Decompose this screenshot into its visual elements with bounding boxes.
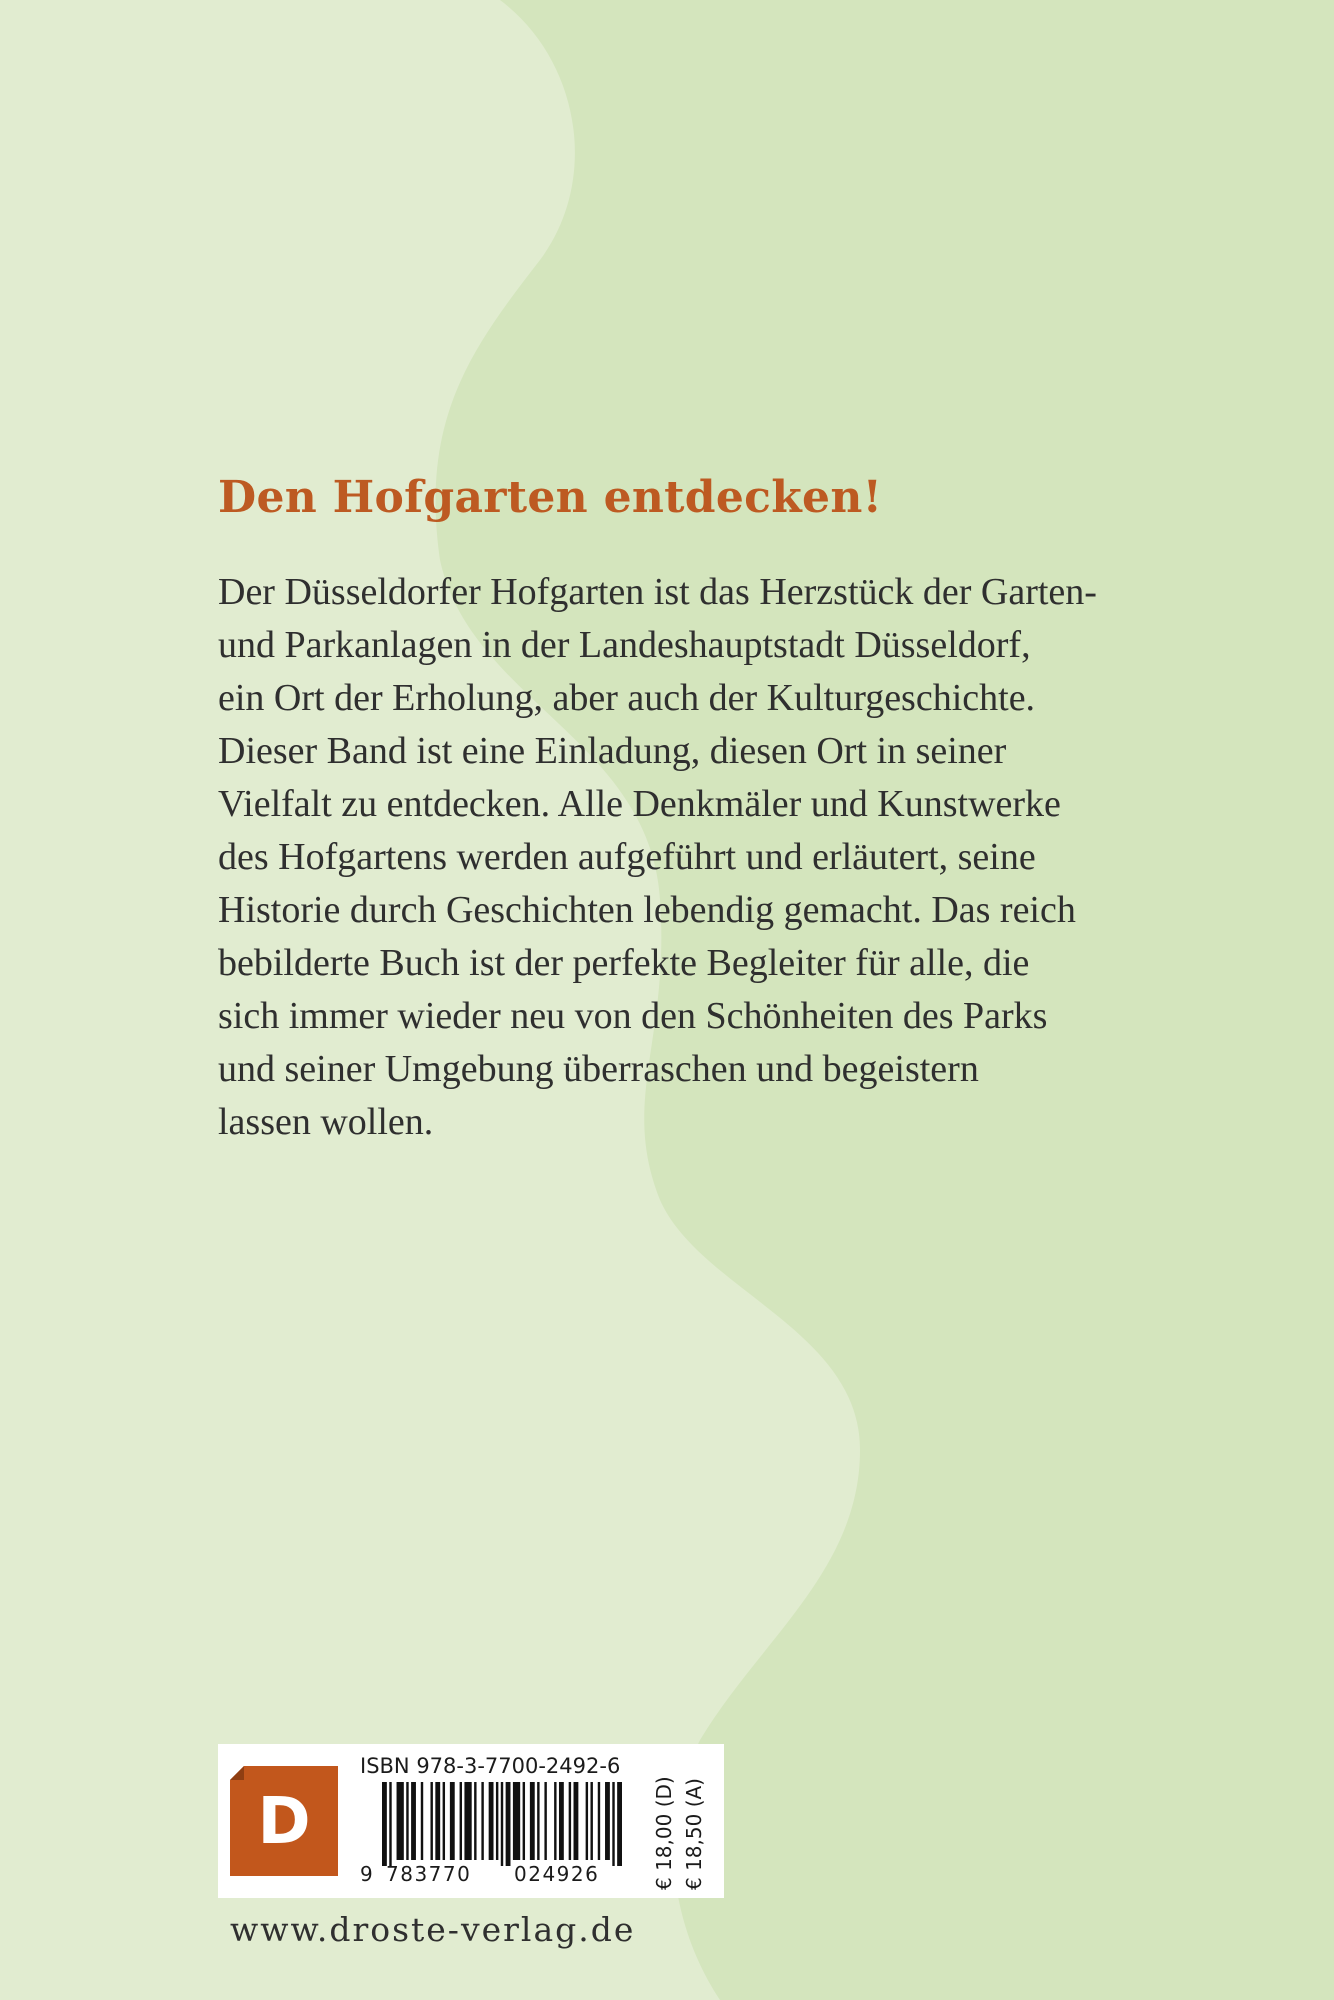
barcode-bar xyxy=(586,1782,588,1860)
barcode-bar xyxy=(430,1782,432,1860)
barcode-bar xyxy=(474,1782,476,1860)
barcode-bar xyxy=(435,1782,440,1860)
droste-d-logo-icon xyxy=(230,1766,338,1876)
blurb-line: lassen wollen. xyxy=(218,1101,434,1143)
blurb-line: sich immer wieder neu von den Schönheiten des Parks xyxy=(218,995,1048,1037)
blurb-line: Der Düsseldorfer Hofgarten ist das Herzstück der Garten- xyxy=(218,571,1097,613)
barcode-bar xyxy=(460,1782,462,1860)
barcode-bar xyxy=(612,1782,614,1866)
barcode-bar xyxy=(513,1782,520,1860)
back-cover-text xyxy=(218,460,1138,1149)
blurb-line: und Parkanlagen in der Landeshauptstadt Düsseldorf, xyxy=(218,624,1031,666)
blurb-line: Vielfalt zu entdecken. Alle Denkmäler und Kunstwerke xyxy=(218,783,1061,825)
barcode-bar xyxy=(544,1782,546,1860)
barcode-bar xyxy=(443,1782,445,1860)
barcode-bar xyxy=(559,1782,564,1860)
ean-right-digits: 024926 xyxy=(514,1862,600,1886)
blurb xyxy=(218,566,1138,1149)
heading: Den Hofgarten entdecken! xyxy=(218,472,883,523)
barcode-bar xyxy=(598,1782,600,1860)
barcode-bar xyxy=(554,1782,556,1860)
barcode-bar xyxy=(397,1782,404,1860)
barcode-bar xyxy=(481,1782,483,1860)
barcode-bar xyxy=(421,1782,423,1860)
price-austria: € 18,50 (A) xyxy=(682,1778,706,1890)
logo-letter: D xyxy=(257,1785,311,1859)
barcode-bar xyxy=(489,1782,494,1860)
ean-barcode xyxy=(382,1782,622,1866)
barcode-bar xyxy=(569,1782,571,1860)
barcode-bar xyxy=(464,1782,471,1860)
blurb-line: des Hofgartens werden aufgeführt und erläutert, seine xyxy=(218,836,1036,878)
barcode-bar xyxy=(523,1782,525,1860)
barcode-bar xyxy=(530,1782,535,1860)
barcode-bar xyxy=(406,1782,408,1860)
barcode-bar xyxy=(496,1782,498,1860)
barcode-bar xyxy=(574,1782,579,1860)
barcode-bar xyxy=(617,1782,622,1866)
barcode-bar xyxy=(450,1782,455,1860)
blurb-line: Historie durch Geschichten lebendig gemacht. Das reich xyxy=(218,889,1076,931)
blurb-line: bebilderte Buch ist der perfekte Begleiter für alle, die xyxy=(218,942,1030,984)
barcode-bar xyxy=(389,1782,391,1866)
blurb-line: ein Ort der Erholung, aber auch der Kulturgeschichte. xyxy=(218,677,1036,719)
blurb-line: und seiner Umgebung überraschen und begeistern xyxy=(218,1048,979,1090)
barcode-bar xyxy=(590,1782,592,1860)
barcode-bar xyxy=(537,1782,539,1860)
price-germany: € 18,00 (D) xyxy=(652,1776,676,1890)
ean-first-digit: 9 xyxy=(360,1862,373,1886)
isbn-number: ISBN 978-3-7700-2492-6 xyxy=(360,1754,621,1778)
publisher-website: www.droste-verlag.de xyxy=(230,1910,636,1949)
barcode-bar xyxy=(501,1782,503,1866)
barcode-bar xyxy=(605,1782,610,1860)
prices xyxy=(650,1752,714,1890)
blurb-line: Dieser Band ist eine Einladung, diesen Ort in seiner xyxy=(218,730,1007,772)
barcode-box xyxy=(218,1744,724,1898)
ean-left-digits: 783770 xyxy=(386,1862,472,1886)
barcode-bar xyxy=(382,1782,387,1866)
barcode-bar xyxy=(411,1782,416,1860)
barcode-bar xyxy=(506,1782,511,1866)
